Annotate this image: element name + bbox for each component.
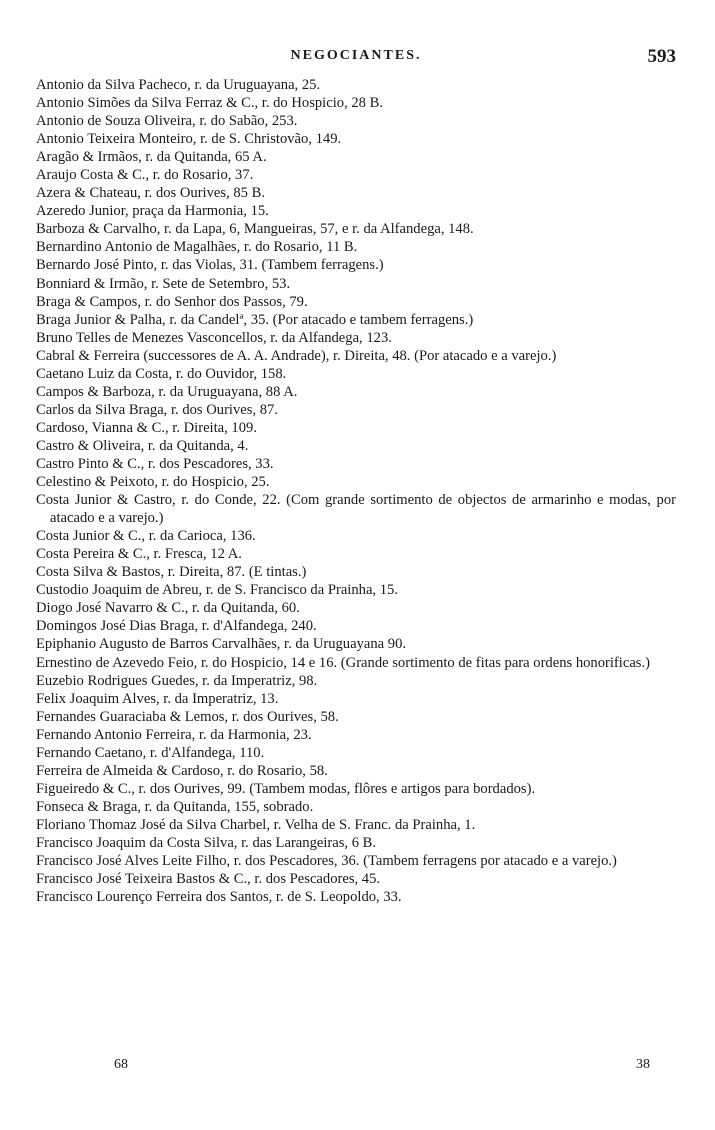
list-item: Bruno Telles de Menezes Vasconcellos, r. da Alfandega, 123. [36,329,392,346]
list-item: Ernestino de Azevedo Feio, r. do Hospicio, 14 e 16. (Grande sortimento de fitas para ordens honorificas.) [36,654,650,671]
list-item: Campos & Barboza, r. da Uruguayana, 88 A. [36,383,298,400]
list-item: Euzebio Rodrigues Guedes, r. da Imperatriz, 98. [36,672,318,689]
list-item: Carlos da Silva Braga, r. dos Ourives, 87. [36,401,278,418]
list-item: Bernardo José Pinto, r. das Violas, 31. (Tambem ferragens.) [36,257,384,274]
list-item: Cardoso, Vianna & C., r. Direita, 109. [36,419,257,436]
list-item: Celestino & Peixoto, r. do Hospicio, 25. [36,474,270,491]
page-header [36,46,676,74]
list-item: Antonio de Souza Oliveira, r. do Sabão, 253. [36,113,298,130]
list-item: Francisco José Teixeira Bastos & C., r. dos Pescadores, 45. [36,871,381,888]
list-item: Ferreira de Almeida & Cardoso, r. do Rosario, 58. [36,762,328,779]
list-item: Bernardino Antonio de Magalhães, r. do Rosario, 11 B. [36,239,358,256]
list-item: Custodio Joaquim de Abreu, r. de S. Francisco da Prainha, 15. [36,582,398,599]
list-item: Francisco José Alves Leite Filho, r. dos Pescadores, 36. (Tambem ferragens por atacado e a varejo.) [36,853,617,870]
list-item: Araujo Costa & C., r. do Rosario, 37. [36,167,254,184]
list-item: Costa Pereira & C., r. Fresca, 12 A. [36,546,242,563]
list-item: Caetano Luiz da Costa, r. do Ouvidor, 158. [36,365,287,382]
list-item: Costa Silva & Bastos, r. Direita, 87. (E tintas.) [36,564,307,581]
list-item: Azeredo Junior, praça da Harmonia, 15. [36,203,269,220]
list-item: Fonseca & Braga, r. da Quitanda, 155, sobrado. [36,798,314,815]
list-item: Floriano Thomaz José da Silva Charbel, r. Velha de S. Franc. da Prainha, 1. [36,816,476,833]
list-item: Domingos José Dias Braga, r. d'Alfandega, 240. [36,618,317,635]
list-item: Bonniard & Irmão, r. Sete de Setembro, 53. [36,275,291,292]
page-footer [36,1057,676,1077]
running-title: NEGOCIANTES. [290,48,422,63]
signature-mark-right: 38 [636,1057,650,1072]
list-item: Felix Joaquim Alves, r. da Imperatriz, 13. [36,690,279,707]
list-item: Costa Junior & Castro, r. do Conde, 22. (Com grande sortimento de objectos de armarinho e modas, por atacado e a varejo.) [36,492,676,527]
list-item: Francisco Joaquim da Costa Silva, r. das Larangeiras, 6 B. [36,834,377,851]
list-item: Costa Junior & C., r. da Carioca, 136. [36,528,256,545]
list-item: Francisco Lourenço Ferreira dos Santos, r. de S. Leopoldo, 33. [36,889,402,906]
signature-mark-left: 68 [114,1057,128,1072]
list-item: Barboza & Carvalho, r. da Lapa, 6, Mangueiras, 57, e r. da Alfandega, 148. [36,221,474,238]
list-item: Braga & Campos, r. do Senhor dos Passos, 79. [36,293,308,310]
list-item: Castro & Oliveira, r. da Quitanda, 4. [36,437,249,454]
list-item: Antonio da Silva Pacheco, r. da Uruguayana, 25. [36,77,321,93]
list-item: Azera & Chateau, r. dos Ourives, 85 B. [36,185,265,202]
list-item: Epiphanio Augusto de Barros Carvalhães, r. da Uruguayana 90. [36,636,407,653]
list-item: Fernandes Guaraciaba & Lemos, r. dos Ourives, 58. [36,708,339,725]
list-item: Antonio Simões da Silva Ferraz & C., r. do Hospicio, 28 B. [36,95,383,112]
list-item: Diogo José Navarro & C., r. da Quitanda, 60. [36,600,300,617]
list-item: Figueiredo & C., r. dos Ourives, 99. (Tambem modas, flôres e artigos para bordados). [36,780,536,797]
list-item: Fernando Caetano, r. d'Alfandega, 110. [36,744,265,761]
list-item: Fernando Antonio Ferreira, r. da Harmonia, 23. [36,726,312,743]
page-number: 593 [647,46,676,67]
list-item: Cabral & Ferreira (successores de A. A. Andrade), r. Direita, 48. (Por atacado e a varejo.) [36,347,557,364]
merchant-list [36,76,676,906]
list-item: Antonio Teixeira Monteiro, r. de S. Christovão, 149. [36,131,342,148]
list-item: Braga Junior & Palha, r. da Candelª, 35. (Por atacado e tambem ferragens.) [36,311,474,328]
list-item: Castro Pinto & C., r. dos Pescadores, 33. [36,455,274,472]
list-item: Aragão & Irmãos, r. da Quitanda, 65 A. [36,149,267,166]
